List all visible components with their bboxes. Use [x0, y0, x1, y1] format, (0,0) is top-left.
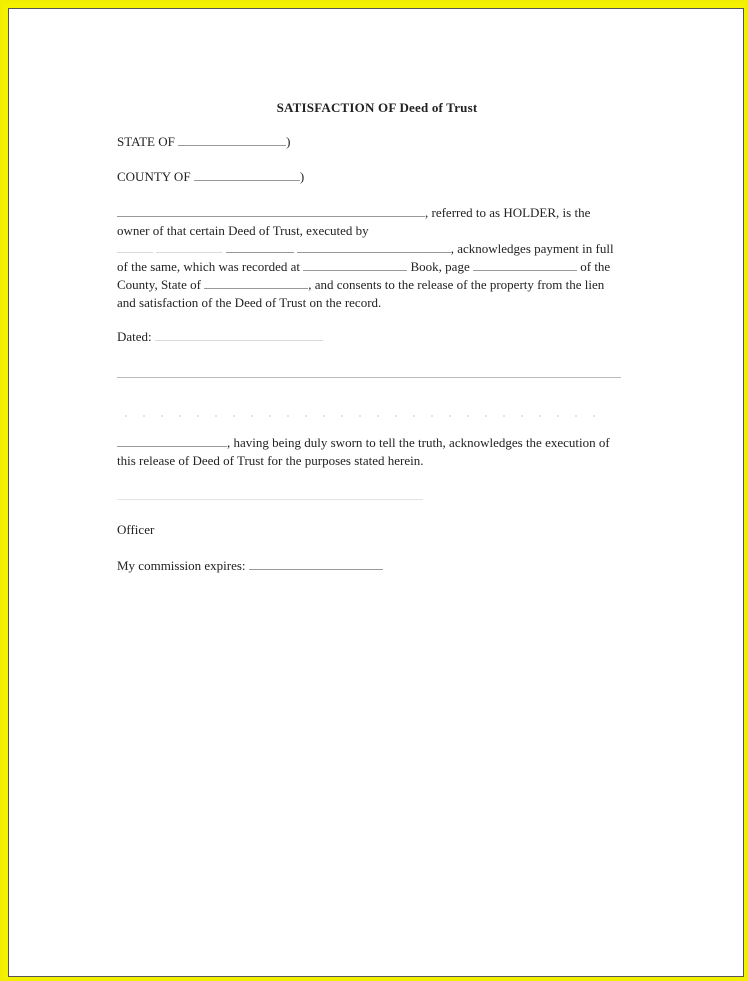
holder-signature-line[interactable] — [117, 377, 621, 378]
holder-text: , referred to as HOLDER, is the — [425, 205, 591, 220]
county-line — [117, 168, 304, 186]
dated-label: Dated: — [117, 329, 152, 344]
release-purpose-text: this release of Deed of Trust for the purposes stated herein. — [117, 453, 424, 468]
sworn-text: , having being duly sworn to tell the truth, acknowledges the execution of — [227, 435, 610, 450]
state-blank[interactable] — [178, 133, 286, 146]
county-blank[interactable] — [194, 168, 300, 181]
para1-line5 — [117, 276, 604, 294]
grantor-blank-2[interactable] — [156, 240, 222, 253]
of-the-text: of the — [580, 259, 611, 274]
para1-line3 — [117, 240, 614, 258]
executed-by-text: owner of that certain Deed of Trust, executed by — [117, 223, 369, 238]
para2-line1 — [117, 434, 610, 452]
county-paren: ) — [299, 169, 305, 184]
book-page-text: Book, page — [410, 259, 470, 274]
affiant-blank[interactable] — [117, 434, 227, 447]
satisfaction-text: and satisfaction of the Deed of Trust on the record. — [117, 295, 382, 310]
para1-line4 — [117, 258, 610, 276]
grantor-blank-1[interactable] — [117, 240, 153, 253]
recorded-at-text: of the same, which was recorded at — [117, 259, 301, 274]
para1-line6 — [117, 294, 381, 312]
acknowledges-text: , acknowledges payment in full — [450, 241, 614, 256]
para2-line2 — [117, 452, 424, 470]
commission-label: My commission expires: — [117, 558, 246, 573]
notary-header-faint — [117, 415, 607, 417]
para1-line2 — [117, 222, 369, 240]
commission-blank[interactable] — [249, 557, 383, 570]
officer-label: Officer — [117, 522, 155, 537]
commission-line — [117, 557, 383, 575]
grantor-blank-3[interactable] — [226, 240, 294, 253]
state-of-blank[interactable] — [204, 276, 308, 289]
county-label: COUNTY OF — [117, 169, 191, 184]
state-label: STATE OF — [117, 134, 175, 149]
para1-line1 — [117, 204, 590, 222]
state-paren: ) — [286, 134, 291, 149]
dated-line — [117, 328, 323, 346]
recorded-at-blank[interactable] — [303, 258, 407, 271]
officer-line — [117, 521, 154, 539]
county-state-text: County, State of — [117, 277, 202, 292]
document-title: SATISFACTION OF Deed of Trust — [276, 100, 478, 115]
officer-signature-line[interactable] — [117, 499, 423, 500]
consents-text: , and consents to the release of the property from the lien — [308, 277, 605, 292]
document-page — [8, 8, 744, 977]
grantor-blank-4[interactable] — [297, 240, 451, 253]
book-page-blank[interactable] — [473, 258, 577, 271]
dated-blank[interactable] — [155, 328, 323, 341]
holder-name-blank[interactable] — [117, 204, 425, 217]
state-line — [117, 133, 290, 151]
